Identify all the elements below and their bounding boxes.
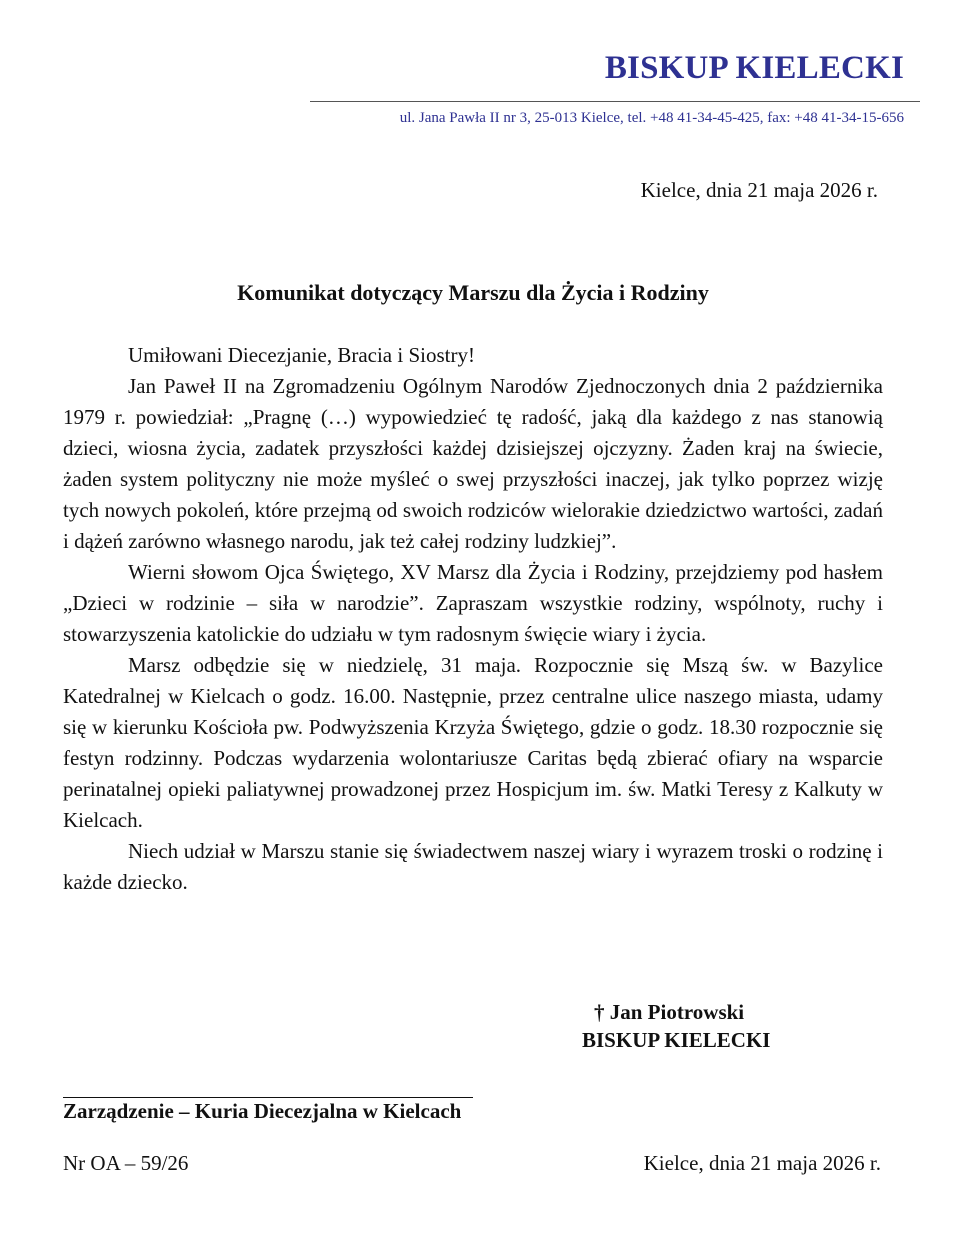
greeting-paragraph: Umiłowani Diecezjanie, Bracia i Siostry! [128,343,475,367]
document-title: Komunikat dotyczący Marszu dla Życia i Rodziny [237,280,709,305]
body-paragraph: Jan Paweł II na Zgromadzeniu Ogólnym Narodów Zjednoczonych dnia 2 października 1979 r. powiedział: „Pragnę (…) wypowiedzieć tę radość, jaką dla każdego z nas stanowią dzieci, wiosna życia, zadatek przyszłości każdej dzisiejszej ojczyzny. Żaden kraj na świecie, żaden system polityczny nie może myśleć o swej przyszłości inaczej, jak tylko poprzez wizję tych nowych pokoleń, które przejmą od swoich rodziców wielorakie dziedzictwo wartości, zadań i dążeń zarówno własnego narodu, jak też całej rodziny ludzkiej”. [63,374,883,553]
letterhead-address: ul. Jana Pawła II nr 3, 25-013 Kielce, tel. +48 41-34-45-425, fax: +48 41-34-15-656 [399,110,904,126]
letterhead-divider [310,101,920,102]
signature-block [582,998,770,1054]
document-date: Kielce, dnia 21 maja 2026 r. [640,178,878,202]
body-paragraph: Niech udział w Marszu stanie się świadectwem naszej wiary i wyrazem troski o rodzinę i każde dziecko. [63,839,883,894]
letterhead-title: BISKUP KIELECKI [604,50,904,86]
body-paragraph: Marsz odbędzie się w niedzielę, 31 maja. Rozpocznie się Mszą św. w Bazylice Katedralnej w Kielcach o godz. 16.00. Następnie, przez centralne ulice naszego miasta, udamy się w kierunku Kościoła pw. Podwyższenia Krzyża Świętego, gdzie o godz. 18.30 rozpocznie się festyn rodzinny. Podczas wydarzenia wolontariusze Caritas będą zbierać ofiary na wsparcie perinatalnej opieki paliatywnej prowadzonej przez Hospicjum im. św. Matki Teresy z Kalkuty w Kielcach. [63,653,883,832]
footer-title: Zarządzenie – Kuria Diecezjalna w Kielcach [63,1099,462,1123]
signature-name: † Jan Piotrowski [594,1000,745,1024]
footer-divider [63,1097,473,1098]
document-body [63,340,883,898]
document-number: Nr OA – 59/26 [63,1151,189,1175]
footer-date: Kielce, dnia 21 maja 2026 r. [643,1151,881,1175]
body-paragraph: Wierni słowom Ojca Świętego, XV Marsz dla Życia i Rodziny, przejdziemy pod hasłem „Dzieci w rodzinie – siła w narodzie”. Zapraszam wszystkie rodziny, wspólnoty, ruchy i stowarzyszenia katolickie do udziału w tym radosnym święcie wiary i życia. [63,560,883,646]
signature-office: BISKUP KIELECKI [582,1028,771,1052]
